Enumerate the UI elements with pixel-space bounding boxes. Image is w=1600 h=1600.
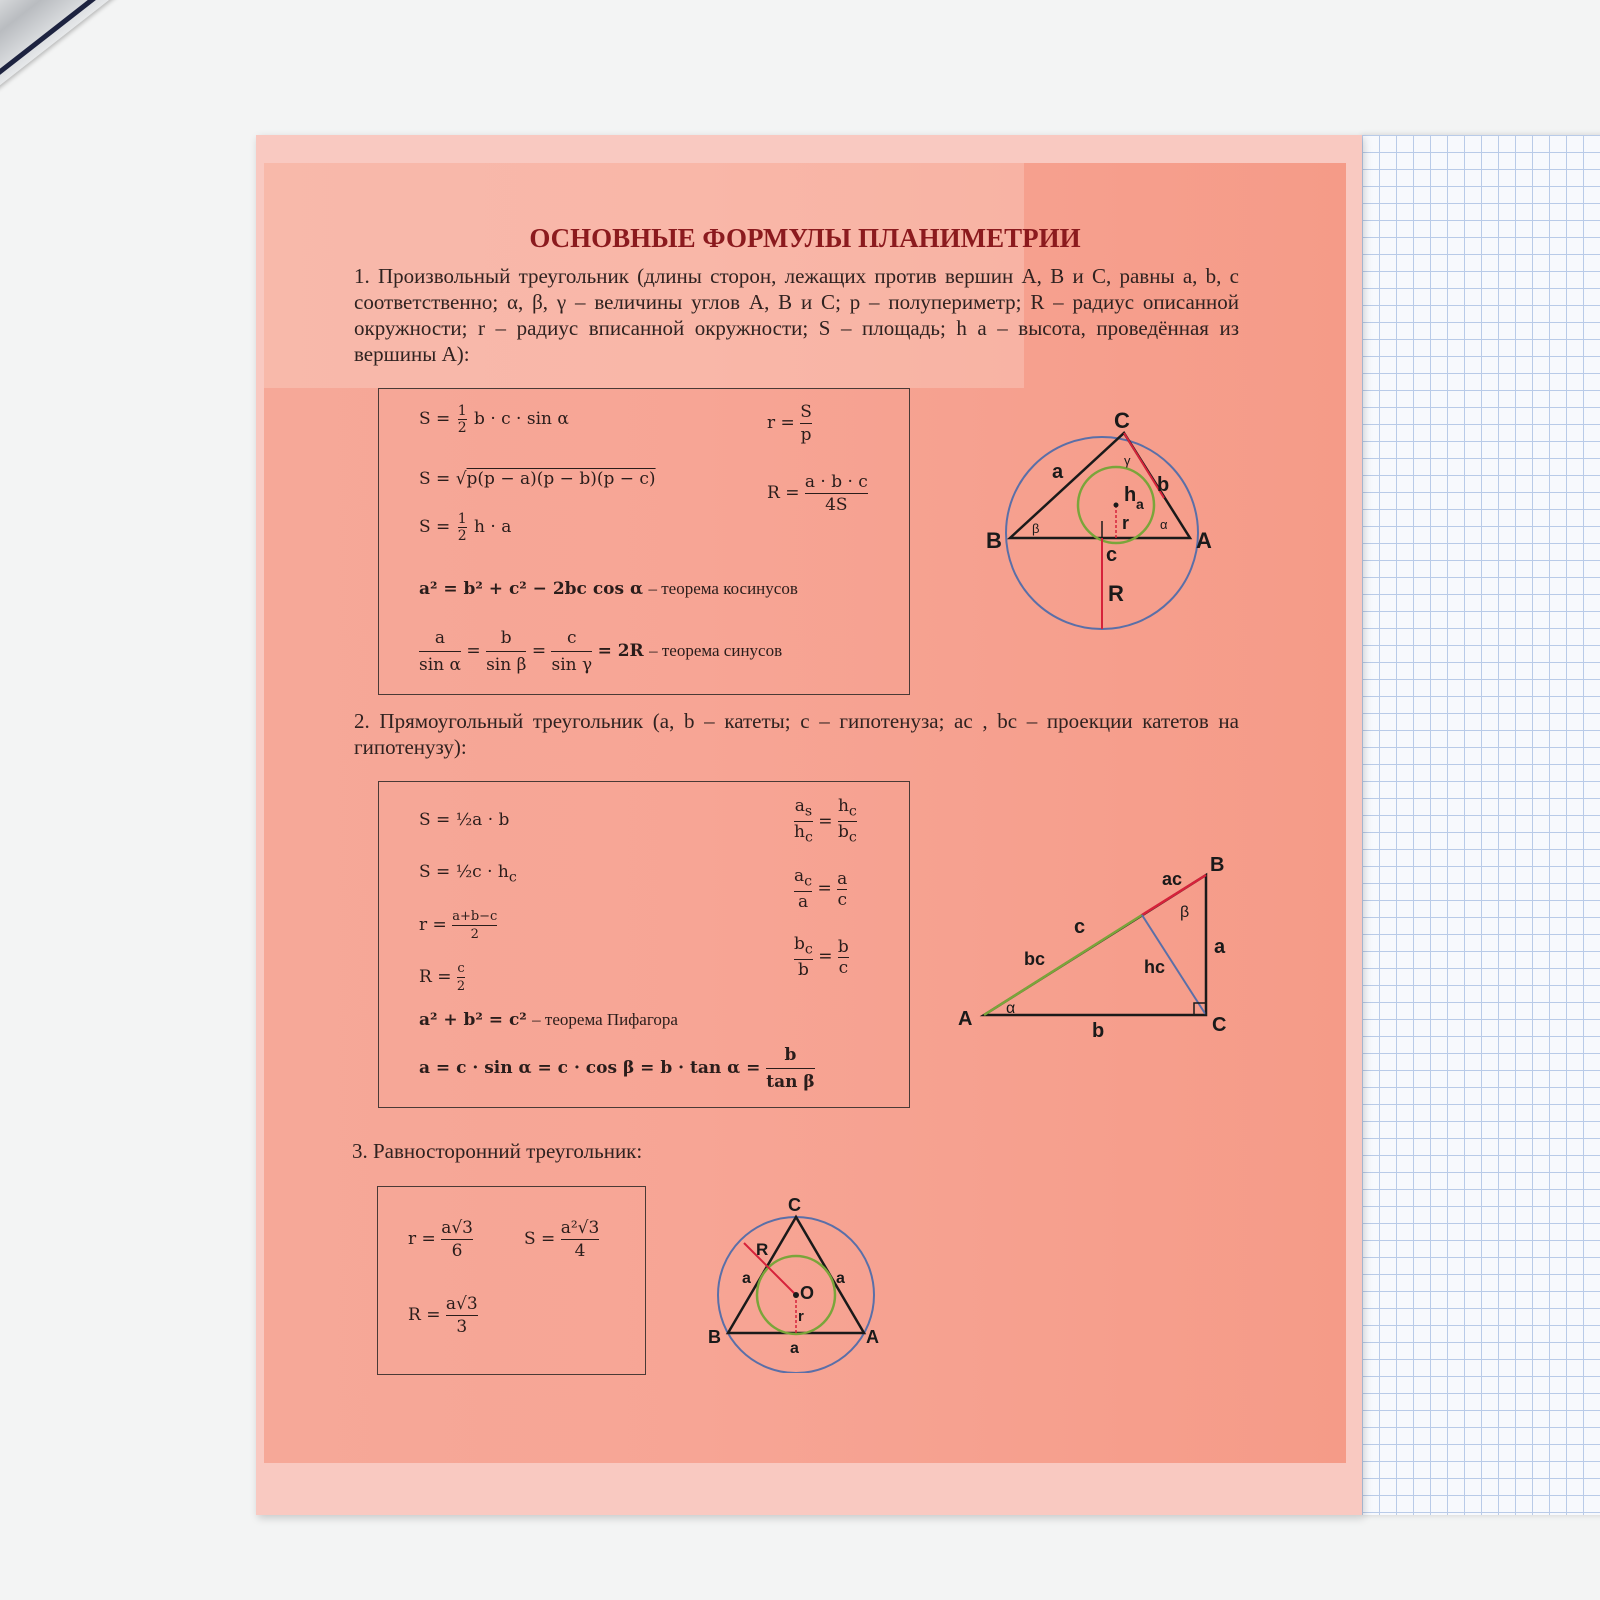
formula-sheet	[264, 163, 1346, 1463]
label-big-r: R	[1108, 581, 1124, 606]
sheet-title: ОСНОВНЫЕ ФОРМУЛЫ ПЛАНИМЕТРИИ	[529, 223, 1081, 253]
label-r-small: r	[1122, 513, 1130, 533]
label-b-vertex: B	[708, 1327, 721, 1347]
section2-formula-box	[378, 781, 910, 1108]
label-side-b: b	[1092, 1020, 1105, 1042]
label-side-c: c	[1074, 916, 1086, 938]
section3-intro: 3. Равносторонний треугольник:	[352, 1139, 643, 1163]
label-side-a-right: a	[836, 1270, 845, 1287]
label-a-c: aс	[1162, 869, 1183, 889]
label-side-a-bottom: a	[790, 1340, 799, 1357]
s2-formula-pythagoras: a² + b² = c² – теорема Пифагора	[419, 1010, 678, 1030]
s1-formula-inradius: r = $\frac{S}{p}$	[767, 402, 812, 445]
s1-formula-area-height: S = $\frac{1}{2}$ h · a	[419, 511, 512, 544]
s1-formula-area-sin: S = $\frac{1}{2}$ b · c · sin α	[419, 403, 569, 436]
s2-formula-circumradius: R = $\frac{c}{2}$	[419, 961, 466, 994]
s2-formula-ratio3: $\frac{b_c}{b}$ = $\frac{b}{c}$	[794, 934, 849, 981]
label-b-vertex: B	[1210, 854, 1225, 876]
label-c-vertex: C	[788, 1195, 801, 1215]
label-alpha: α	[1160, 517, 1168, 532]
s1-formula-circumradius: R = $\frac{a \cdot b \cdot c}{4S}$	[767, 472, 868, 515]
label-h: h	[1124, 484, 1137, 506]
label-beta: β	[1180, 904, 1190, 921]
section2-right-triangle-diagram	[944, 833, 1254, 1043]
s1-formula-cosine-law: a² = b² + c² − 2bc cos α – теорема косинусов	[419, 579, 798, 599]
s2-formula-area-legs: S = ½a · b	[419, 810, 510, 830]
label-a-vertex: A	[958, 1008, 973, 1030]
section3-equilateral-diagram	[694, 1183, 894, 1373]
label-a-vertex: A	[1196, 528, 1212, 553]
section1-triangle-diagram	[964, 403, 1224, 633]
label-side-a-left: a	[742, 1270, 751, 1287]
label-big-r: R	[756, 1240, 769, 1259]
s1-formula-heron: S = √p(p − a)(p − b)(p − c)	[419, 469, 656, 489]
label-gamma: γ	[1124, 453, 1131, 468]
label-a-vertex: A	[866, 1327, 879, 1347]
label-center-o: O	[800, 1283, 815, 1303]
s3-formula-area: S = $\frac{\text{a²√3}}{4}$	[524, 1218, 600, 1261]
label-c-vertex: C	[1212, 1014, 1227, 1036]
section3-formula-box	[377, 1186, 646, 1375]
notebook-cover	[256, 135, 1362, 1515]
s1-formula-sine-law: $\frac{a}{\text{sin α}}$ = $\frac{b}{\text{sin β}}$ = $\frac{c}{\text{sin γ}}$ = 2R – теорема синусов	[419, 625, 782, 678]
pen-object	[0, 0, 286, 145]
label-side-b: b	[1157, 474, 1170, 496]
label-r-small: r	[798, 1308, 804, 1325]
label-b-vertex: B	[986, 528, 1002, 553]
s2-formula-ratio2: $\frac{a_c}{a}$ = $\frac{a}{c}$	[794, 866, 848, 913]
label-c-vertex: C	[1114, 408, 1130, 433]
section1-formula-box	[378, 388, 910, 695]
label-alpha: α	[1006, 1000, 1016, 1017]
s2-formula-trig: a = c · sin α = c · cos β = b · tan α = $\frac{b}{\text{tan β}}$	[419, 1042, 815, 1095]
s3-formula-inradius: r = $\frac{a√3}{6}$	[408, 1218, 473, 1261]
label-side-a: a	[1214, 936, 1226, 958]
label-b-c: bс	[1024, 949, 1046, 969]
s2-formula-ratio1: $\frac{a_s}{h_c}$ = $\frac{h_c}{b_c}$	[794, 796, 857, 846]
section1-intro: 1. Произвольный треугольник (длины сторон, лежащих против вершин A, B и C, равны a, b, c соответственно; α, β, γ – величины углов A, B и C; p – полупериметр; R – радиус описанной окружности; r – радиус вписанной окружности; S – площадь; h a – высота, проведённая из вершины A):	[354, 264, 1239, 366]
label-side-a: a	[1052, 461, 1064, 483]
label-side-c: c	[1106, 544, 1118, 566]
s3-formula-circumradius: R = $\frac{a√3}{3}$	[408, 1294, 478, 1337]
label-beta: β	[1032, 521, 1040, 536]
s2-formula-area-height: S = ½c · $h_c$	[419, 862, 517, 886]
grid-notebook-page	[1362, 135, 1600, 1515]
s2-formula-inradius: r = $\frac{a+b-c}{2}$	[419, 909, 498, 942]
label-h-sub-a: a	[1136, 496, 1144, 512]
section2-intro: 2. Прямоугольный треугольник (a, b – катеты; c – гипотенуза; aс , bс – проекции катетов на гипотенузу):	[354, 709, 1239, 759]
label-h-c: hc	[1144, 957, 1166, 977]
